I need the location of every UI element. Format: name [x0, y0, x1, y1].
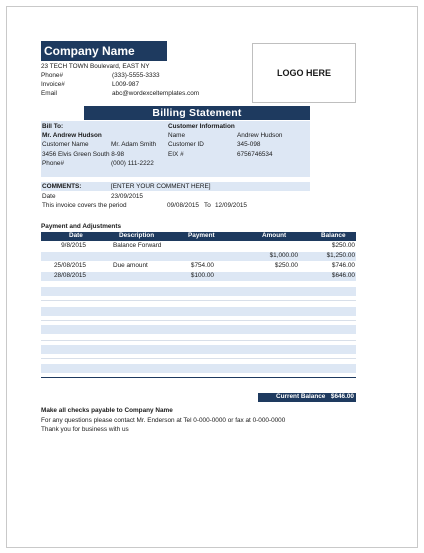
- statement-title-text: Billing Statement: [152, 107, 242, 119]
- col-header-description: Description: [119, 232, 155, 239]
- company-name: Company Name: [44, 44, 135, 58]
- table-row: [41, 320, 356, 321]
- invoice-period-to-label: To: [204, 202, 211, 209]
- customer-info-eix-label: EIX #: [168, 151, 184, 158]
- current-balance-label: Current Balance: [276, 393, 326, 400]
- table-row: [41, 325, 356, 334]
- customer-info-name-value: Andrew Hudson: [237, 132, 283, 139]
- payments-header-row: [41, 232, 356, 241]
- table-row: [41, 364, 356, 373]
- table-row: [41, 358, 356, 359]
- billing-statement-title: [84, 106, 310, 120]
- table-row: [41, 252, 356, 261]
- cell-date: 9/8/2015: [61, 242, 86, 249]
- customer-info-name-label: Name: [168, 132, 186, 139]
- table-row: [41, 340, 356, 341]
- customer-info-id-label: Customer ID: [168, 141, 204, 148]
- invoice-period-to: 12/09/2015: [215, 202, 247, 209]
- invoice-period-from: 09/08/2015: [167, 202, 199, 209]
- bill-to-phone-label: Phone#: [42, 160, 65, 167]
- bill-to-customer-name-value: Mr. Adam Smith: [111, 141, 157, 148]
- table-row: [41, 262, 356, 271]
- logo-text: LOGO HERE: [276, 68, 331, 78]
- comments-value: [ENTER YOUR COMMENT HERE]: [111, 183, 211, 190]
- col-header-amount: Amount: [262, 232, 287, 239]
- bill-to-customer-name-label: Customer Name: [42, 141, 89, 148]
- cell-balance: $250.00: [331, 242, 355, 249]
- company-address: 23 TECH TOWN Boulevard, EAST NY: [41, 63, 150, 70]
- cell-balance: $646.00: [331, 272, 355, 279]
- cell-description: Balance Forward: [113, 242, 162, 249]
- customer-info-id-value: 345-098: [237, 141, 261, 148]
- cell-payment: $100.00: [190, 272, 214, 279]
- statement-page: [6, 6, 418, 548]
- bill-to-heading: Bill To:: [42, 123, 64, 130]
- company-email-label: Email: [41, 90, 57, 97]
- table-row: [41, 345, 356, 354]
- company-phone-label: Phone#: [41, 72, 64, 79]
- table-row: [41, 272, 356, 281]
- table-bottom-border: [41, 377, 356, 378]
- comments-label: COMMENTS:: [42, 183, 82, 190]
- col-header-date: Date: [69, 232, 83, 239]
- current-balance-value: $646.00: [330, 393, 354, 400]
- customer-info-eix-value: 6756746534: [237, 151, 273, 158]
- customer-info-heading: Customer Information: [168, 123, 235, 130]
- table-row: [41, 242, 356, 251]
- company-invoice-label: Invoice#: [41, 81, 65, 88]
- bill-to-phone-value: (000) 111-2222: [111, 160, 154, 167]
- company-email-value: abc@wordexceltemplates.com: [112, 90, 200, 97]
- cell-payment: $754.00: [190, 262, 214, 269]
- contact-note: For any questions please contact Mr. Enderson at Tel 0-000-0000 or fax at 0-000-0000: [41, 417, 286, 424]
- bill-to-name: Mr. Andrew Hudson: [42, 132, 102, 139]
- table-row: [41, 300, 356, 301]
- company-phone-value: (333)-5555-3333: [112, 72, 160, 79]
- col-header-payment: Payment: [188, 232, 215, 239]
- cell-date: 28/08/2015: [54, 272, 86, 279]
- comments-date-label: Date: [42, 193, 56, 200]
- payments-heading: Payment and Adjustments: [41, 223, 122, 230]
- cell-amount: $250.00: [274, 262, 298, 269]
- cell-date: 25/08/2015: [54, 262, 86, 269]
- invoice-period-label: This invoice covers the period: [42, 202, 127, 209]
- cell-description: Due amount: [113, 262, 148, 269]
- table-row: [41, 307, 356, 316]
- checks-payable-note: Make all checks payable to Company Name: [41, 407, 173, 414]
- table-row: [41, 287, 356, 296]
- thank-you-note: Thank you for business with us: [41, 426, 129, 433]
- cell-balance: $1,250.00: [326, 252, 355, 259]
- cell-balance: $746.00: [331, 262, 355, 269]
- current-balance-bar: [258, 393, 356, 402]
- bill-to-address: 3456 Elvis Green South 8-98: [42, 151, 125, 158]
- company-invoice-value: L009-987: [112, 81, 140, 88]
- company-name-banner: [41, 41, 167, 61]
- cell-amount: $1,000.00: [269, 252, 298, 259]
- comments-date-value: 23/09/2015: [111, 193, 143, 200]
- logo-placeholder: [252, 43, 356, 103]
- col-header-balance: Balance: [321, 232, 346, 239]
